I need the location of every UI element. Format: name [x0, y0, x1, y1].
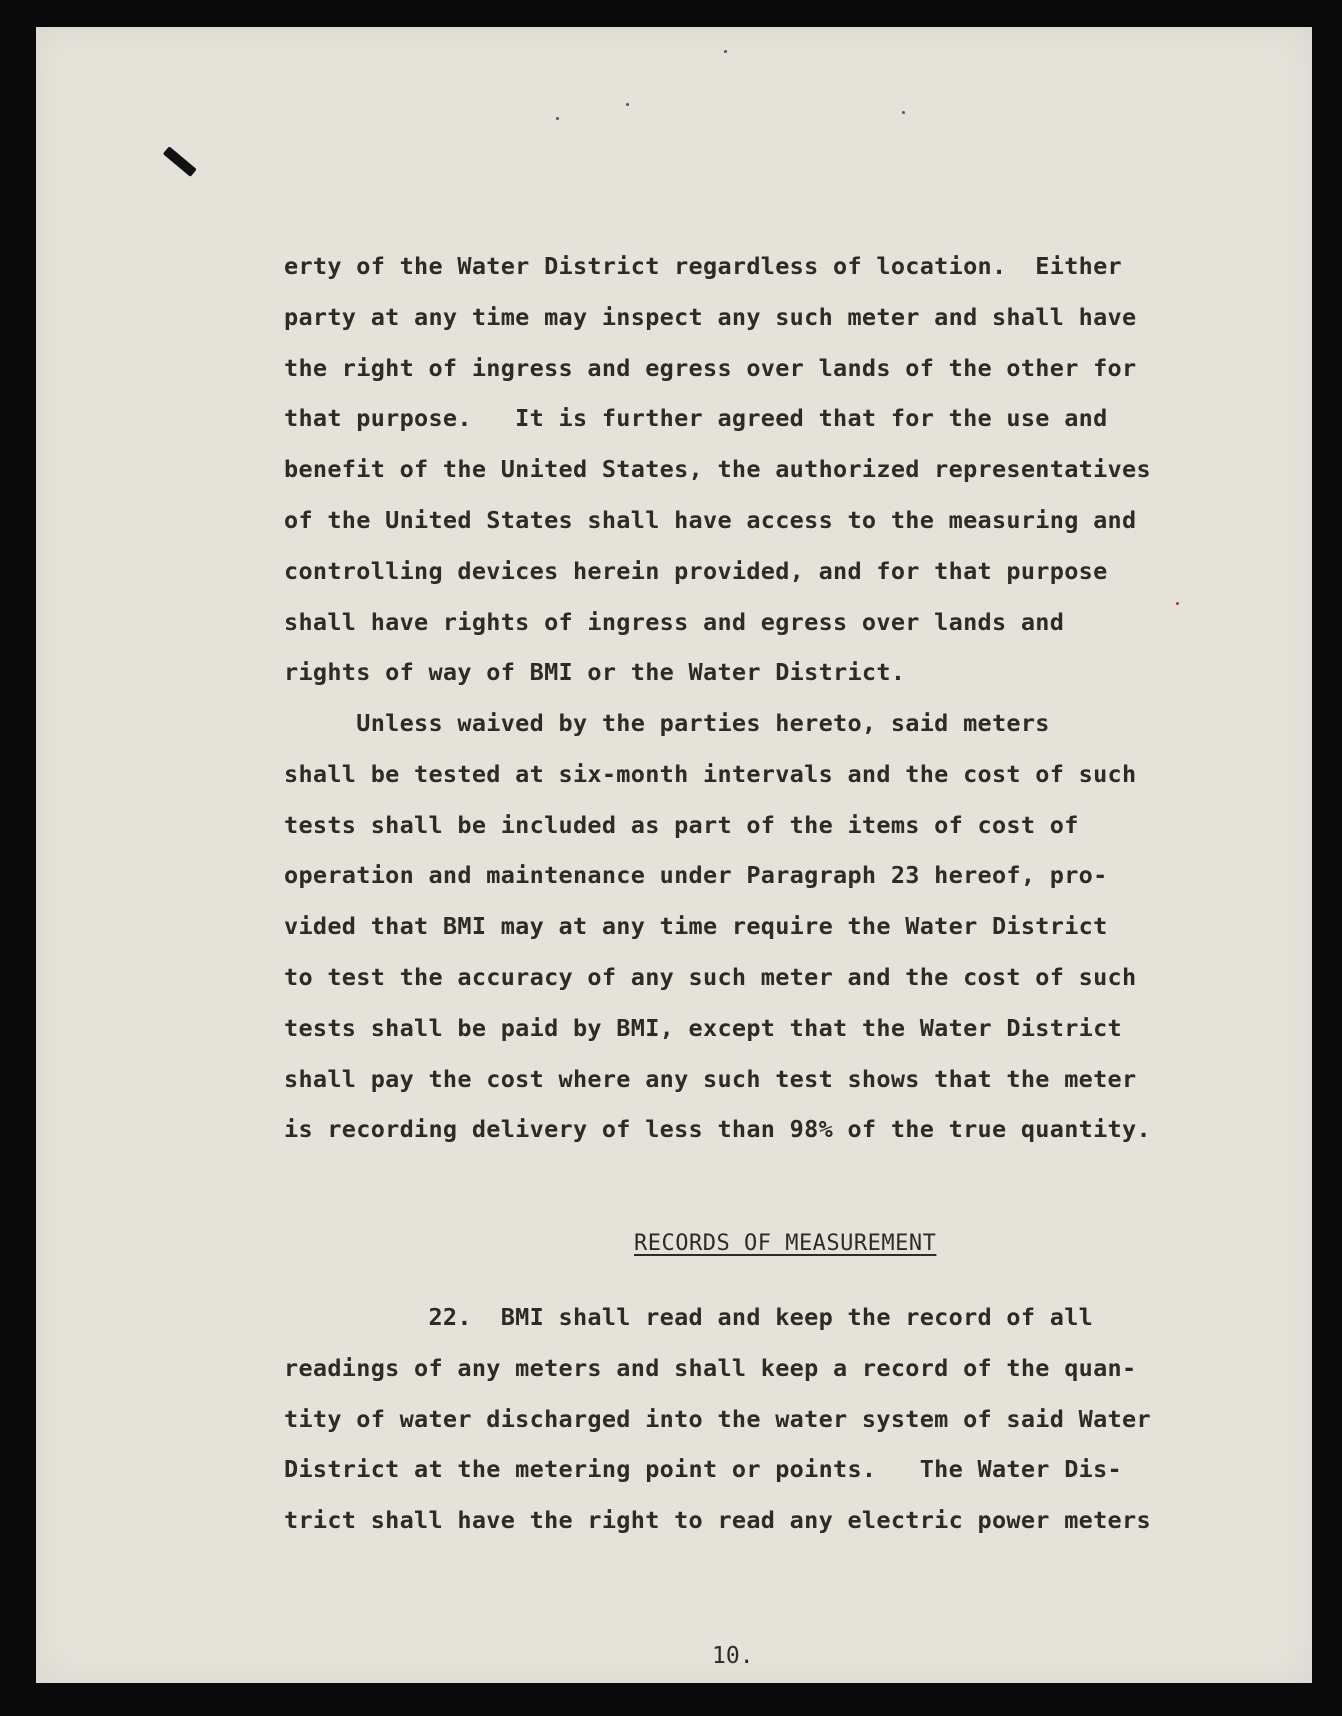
page-number: 10. [712, 1643, 754, 1669]
text-line: erty of the Water District regardless of location. Either [284, 252, 1122, 280]
text-line: trict shall have the right to read any electric power meters [284, 1506, 1151, 1534]
text-line: the right of ingress and egress over lands of the other for [284, 354, 1137, 382]
text-line: District at the metering point or points. The Water Dis- [284, 1455, 1122, 1483]
ink-speck [902, 111, 905, 114]
text-line: shall have rights of ingress and egress over lands and [284, 608, 1065, 636]
ink-speck [556, 117, 559, 120]
document-page [36, 27, 1312, 1683]
text-line: readings of any meters and shall keep a record of the quan- [284, 1354, 1137, 1382]
text-line: to test the accuracy of any such meter and the cost of such [284, 963, 1137, 991]
text-line: tests shall be included as part of the items of cost of [284, 811, 1079, 839]
ink-speck [724, 50, 727, 53]
text-line: operation and maintenance under Paragraph 23 hereof, pro- [284, 861, 1108, 889]
text-line: shall be tested at six-month intervals and the cost of such [284, 760, 1137, 788]
text-line: of the United States shall have access to the measuring and [284, 506, 1137, 534]
text-line: rights of way of BMI or the Water District. [284, 658, 906, 686]
text-line: shall pay the cost where any such test shows that the meter [284, 1065, 1137, 1093]
text-line: tity of water discharged into the water system of said Water [284, 1405, 1151, 1433]
text-line: Unless waived by the parties hereto, said meters [284, 709, 1050, 737]
text-line: controlling devices herein provided, and for that purpose [284, 557, 1108, 585]
text-line: party at any time may inspect any such meter and shall have [284, 303, 1137, 331]
text-line: benefit of the United States, the authorized representatives [284, 455, 1151, 483]
text-line: tests shall be paid by BMI, except that the Water District [284, 1014, 1122, 1042]
ink-speck [1176, 602, 1179, 605]
text-line: is recording delivery of less than 98% of the true quantity. [284, 1115, 1151, 1143]
text-line: vided that BMI may at any time require the Water District [284, 912, 1108, 940]
ink-speck [626, 103, 629, 106]
text-line: 22. BMI shall read and keep the record of all [284, 1303, 1094, 1331]
corner-mark [163, 146, 197, 177]
text-line: that purpose. It is further agreed that for the use and [284, 404, 1108, 432]
section-heading: RECORDS OF MEASUREMENT [634, 1231, 937, 1256]
